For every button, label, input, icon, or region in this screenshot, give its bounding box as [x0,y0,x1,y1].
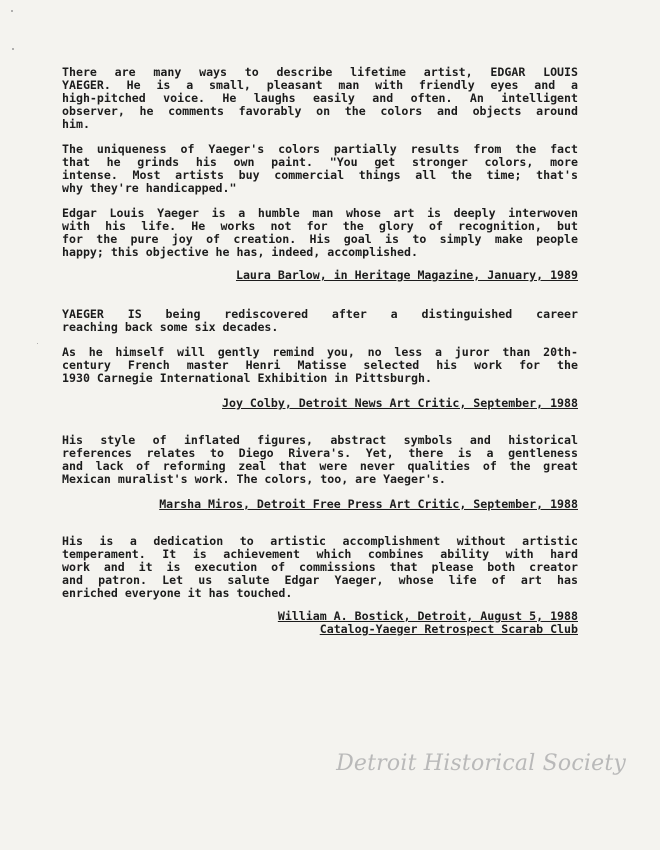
attribution-4 [62,610,578,636]
text-line: for the pure joy of creation. His goal is to simply make people [62,232,578,246]
scan-speck [37,343,38,344]
attribution-1 [62,269,578,282]
quote-paragraph-5 [62,346,578,385]
text-line: with his life. He works not for the glory of recognition, but [62,219,578,233]
attribution-text: Joy Colby, Detroit News Art Critic, September, 1988 [222,396,578,410]
text-line: high-pitched voice. He laughs easily and often. An intelligent [62,91,578,105]
text-line: and lack of reforming zeal that were never qualities of the great [62,459,578,473]
attribution-text: Catalog-Yaeger Retrospect Scarab Club [319,622,578,636]
quote-paragraph-4 [62,308,578,334]
text-line: that he grinds his own paint. "You get stronger colors, more [62,155,578,169]
quote-paragraph-2 [62,143,578,195]
text-line: work and it is execution of commissions that please both creator [62,560,578,574]
attribution-text: Laura Barlow, in Heritage Magazine, January, 1989 [235,268,578,282]
text-line: As he himself will gently remind you, no less a juror than 20th- [62,345,578,359]
text-line: him. [62,117,90,131]
text-line: Mexican muralist's work. The colors, too, are Yaeger's. [62,472,446,486]
text-line: reaching back some six decades. [62,320,279,334]
text-line: The uniqueness of Yaeger's colors partially results from the fact [62,142,578,156]
scan-speck [11,10,13,12]
text-line: happy; this objective he has, indeed, accomplished. [62,245,418,259]
text-line: 1930 Carnegie International Exhibition in Pittsburgh. [62,371,432,385]
attribution-2 [62,397,578,410]
attribution-3 [62,498,578,511]
text-line: why they're handicapped." [62,181,237,195]
document-body [62,66,578,636]
text-line: temperament. It is achievement which combines ability with hard [62,547,578,561]
text-line: YAEGER IS being rediscovered after a distinguished career [62,307,578,321]
text-line: YAEGER. He is a small, pleasant man with friendly eyes and a [62,78,578,92]
watermark-logo: Detroit Historical Society [336,751,626,776]
text-line: There are many ways to describe lifetime artist, EDGAR LOUIS [62,65,578,79]
text-line: intense. Most artists buy commercial things all the time; that's [62,168,578,182]
text-line: Edgar Louis Yaeger is a humble man whose art is deeply interwoven [62,206,578,220]
attribution-text: Marsha Miros, Detroit Free Press Art Critic, September, 1988 [159,497,578,511]
text-line: His style of inflated figures, abstract symbols and historical [62,433,578,447]
text-line: references relates to Diego Rivera's. Yet, there is a gentleness [62,446,578,460]
quote-paragraph-3 [62,207,578,259]
attribution-text: William A. Bostick, Detroit, August 5, 1988 [277,609,578,623]
quote-paragraph-1 [62,66,578,131]
text-line: century French master Henri Matisse selected his work for the [62,358,578,372]
text-line: observer, he comments favorably on the colors and objects around [62,104,578,118]
text-line: enriched everyone it has touched. [62,586,293,600]
scan-speck [12,48,14,50]
quote-paragraph-7 [62,535,578,600]
quote-paragraph-6 [62,434,578,486]
text-line: His is a dedication to artistic accomplishment without artistic [62,534,578,548]
text-line: and patron. Let us salute Edgar Yaeger, whose life of art has [62,573,578,587]
